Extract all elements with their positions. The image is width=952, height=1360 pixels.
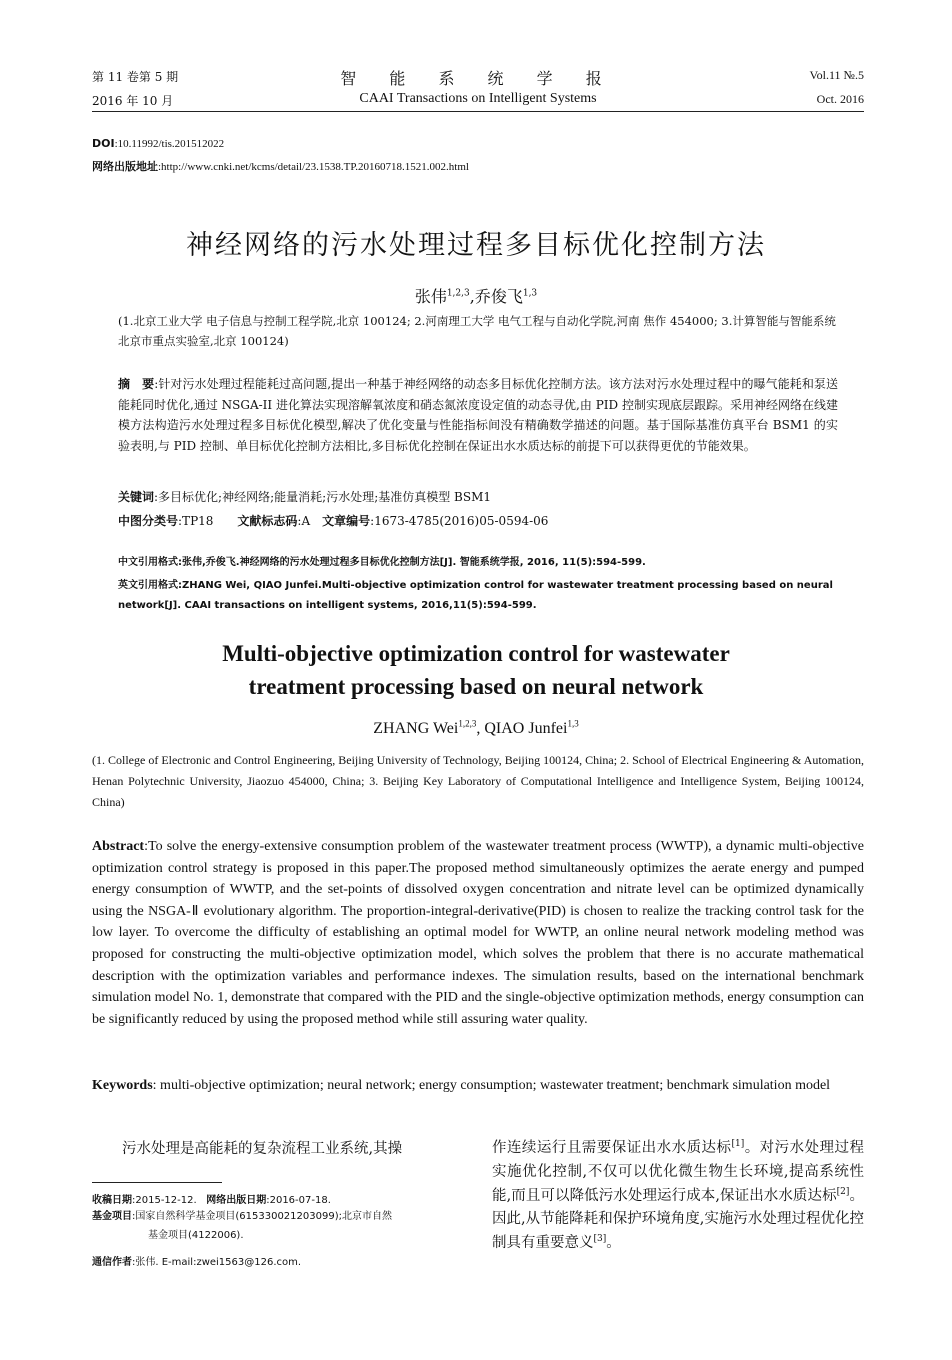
keywords-text-en: : multi-objective optimization; neural network; energy consumption; wastewater treatment; benchmark simulation model — [152, 1078, 831, 1093]
author-separator-en: , — [476, 720, 485, 737]
keywords-text-cn: :多目标优化;神经网络;能量消耗;污水处理;基准仿真模型 BSM1 — [154, 490, 492, 504]
journal-header-row-2 — [92, 92, 864, 112]
abstract-text-en: :To solve the energy-extensive consumption problem of the wastewater treatment process (WWTP), a dynamic multi-objective optimization control strategy is proposed in this paper.The proposed method simultaneously optimizes the aerate energy and pumped energy consumption of WWTP, and the set-points of dissolved oxygen concentration and nitrate level can be optimized dynamically using the NSGA-Ⅱ evolutionary algorithm. The proportion-integral-derivative(PID) is chosen to realize the tracking control task for the low layer. To overcome the difficulty of establishing an optimal model for WWTP, an online neural network modeling method was proposed for constructing the multi-objective optimization model, which solves the problem that there is no accurate mathematical description with the optimization variables and performance indexes. The simulation results, based on the international benchmark simulation model No. 1, demonstrate that compared with the PID and the single-objective optimization methods, energy consumption can be significantly reduced by using the proposed method while still assuring water quality. — [92, 839, 864, 1027]
english-title — [0, 637, 952, 703]
fund-value: :国家自然科学基金项目(61533002​1203099);北京市自然 — [132, 1211, 392, 1222]
chinese-affiliation: (1.北京工业大学 电子信息与控制工程学院,北京 100124; 2.河南理工大学 电气工程与自动化学院,河南 焦作 454000; 3.计算智能与智能系统北京市重点实验室,北京 100124) — [118, 314, 836, 348]
doi-label: DOI — [92, 137, 115, 150]
english-affiliation: (1. College of Electronic and Control Engineering, Beijing University of Technology, Beijing 100124, China; 2. School of Electrical Engineering & Automation, Henan Polytechnic University, Jiaozuo 454000, China; 3. Beijing Key Laboratory of Computational Intelligence and Intelligence System, Beijing 100124, China) — [92, 753, 865, 809]
received-value: :2015-12-12. — [132, 1195, 197, 1206]
intro-paragraph-left: 污水处理是高能耗的复杂流程工业系统,其操 — [122, 1141, 403, 1157]
author-2-en: QIAO Junfei — [484, 720, 568, 737]
english-authors — [0, 720, 952, 738]
author-2-affil: 1,3 — [522, 288, 538, 299]
english-title-line-2: treatment processing based on neural network — [248, 674, 704, 699]
intro-paragraph-right — [492, 1137, 864, 1256]
author-1-en-affil: 1,2,3 — [458, 718, 477, 729]
author-1-en: ZHANG Wei — [373, 720, 459, 737]
author-1-affil: 1,2,3 — [446, 288, 470, 299]
abstract-label-cn: 摘 要 — [118, 377, 155, 391]
class-value: :TP18 — [178, 514, 214, 528]
doccode-value: :A — [297, 514, 311, 528]
chinese-citation — [118, 553, 838, 573]
ref-3[interactable]: [3] — [593, 1234, 607, 1245]
corr-value: :张伟. E-mail:zwei1563@126.com. — [132, 1257, 302, 1268]
intro-right-d: 。 — [606, 1235, 621, 1252]
intro-right-b: 。对污水处理过程实施优化控制,不仅可以优化微生物生长环境,提高系统性能,而且可以降低污水处理运行成本,保证出水水质达标 — [492, 1140, 864, 1204]
intro-right-c: 。因此,从节能降耗和保护环境角度,实施污水处理过程优化控制具有重要意义 — [492, 1187, 864, 1252]
journal-name-cn: 智 能 系 统 学 报 — [340, 69, 616, 88]
footnote-fund-continued: 基金项目(4122006). — [148, 1230, 244, 1241]
article-number-value: :1673-4785(2016)05-0594-06 — [370, 514, 549, 528]
chinese-title: 神经网络的污水处理过程多目标优化控制方法 — [186, 230, 766, 261]
issue-date-cn: 2016 年 10 月 — [92, 94, 174, 108]
issue-date-en: Oct. 2016 — [816, 92, 864, 106]
chinese-keywords — [118, 487, 838, 508]
cite-cn-text: :张伟,乔俊飞.神经网络的污水处理过程多目标优化控制方法[J]. 智能系统学报, 2016, 11(5):594-599. — [178, 557, 646, 568]
article-number-label: 文章编号 — [322, 514, 371, 528]
english-title-line-1: Multi-objective optimization control for wastewater — [222, 641, 730, 666]
footnote-corresponding — [92, 1253, 472, 1272]
cite-en-text: :ZHANG Wei, QIAO Junfei.Multi-objective optimization control for wastewater treatment processing based on neural network[J]. CAAI transactions on intelligent systems, 2016,11(5):594-599. — [118, 580, 833, 611]
cite-en-label: 英文引用格式 — [118, 580, 178, 591]
doi-value[interactable]: :10.11992/tis.201512022 — [114, 138, 225, 150]
author-1: 张伟 — [414, 287, 447, 306]
ref-2[interactable]: [2] — [836, 1186, 850, 1197]
chinese-abstract — [118, 374, 838, 456]
received-label: 收稿日期 — [92, 1195, 132, 1206]
journal-header-row-1 — [92, 68, 864, 88]
english-keywords — [92, 1075, 864, 1097]
corr-label: 通信作者 — [92, 1257, 132, 1268]
author-2: 乔俊飞 — [474, 287, 523, 306]
intro-right-a: 作连续运行且需要保证出水水质达标 — [492, 1140, 732, 1156]
doccode-label: 文献标志码 — [237, 514, 298, 528]
abstract-text-cn: :针对污水处理过程能耗过高问题,提出一种基于神经网络的动态多目标优化控制方法。该方法对污水处理过程中的曝气能耗和泵送能耗同时优化,通过 NSGA-II 进化算法实现溶解氧浓度和硝态氮浓度设定值的动态寻优,由 PID 控制实现底层跟踪。采用神经网络在线建模方法构造污水处理过程多目标优化模型,解决了优化变量与性能指标间没有精确数学描述的问题。基于国际基准仿真平台 BSM1 的实验表明,与 PID 控制、单目标优化控制方法相比,多目标优化控制在保证出水水质达标的前提下可以获得更优的节能效果。 — [118, 377, 838, 453]
ref-1[interactable]: [1] — [731, 1139, 745, 1150]
abstract-label-en: Abstract — [92, 839, 145, 854]
online-address-link[interactable]: :http://www.cnki.net/kcms/detail/23.1538.TP.20160718.1521.002.html — [158, 161, 469, 173]
classification-line — [118, 511, 838, 532]
english-citation — [118, 576, 838, 616]
online-address-line — [92, 158, 469, 174]
volume-issue: 第 11 卷第 5 期 — [92, 70, 179, 84]
online-date-label: 网络出版日期 — [206, 1195, 267, 1206]
keywords-label-cn: 关键词 — [118, 490, 155, 504]
footnote-fund — [92, 1207, 472, 1226]
fund-label: 基金项目 — [92, 1211, 132, 1222]
class-label: 中图分类号 — [118, 514, 179, 528]
author-2-en-affil: 1,3 — [567, 718, 579, 729]
keywords-label-en: Keywords — [92, 1078, 153, 1093]
author-separator: , — [469, 287, 475, 306]
english-abstract — [92, 836, 864, 1030]
header-divider — [92, 111, 864, 112]
volume-issue-en: Vol.11 №.5 — [809, 68, 864, 82]
journal-name-en: CAAI Transactions on Intelligent Systems — [359, 91, 597, 106]
cite-cn-label: 中文引用格式 — [118, 557, 178, 568]
online-address-label: 网络出版地址 — [92, 160, 158, 173]
footnote-divider — [92, 1182, 222, 1183]
chinese-authors — [0, 284, 952, 307]
doi-line — [92, 137, 224, 150]
online-date-value: :2016-07-18. — [266, 1195, 331, 1206]
